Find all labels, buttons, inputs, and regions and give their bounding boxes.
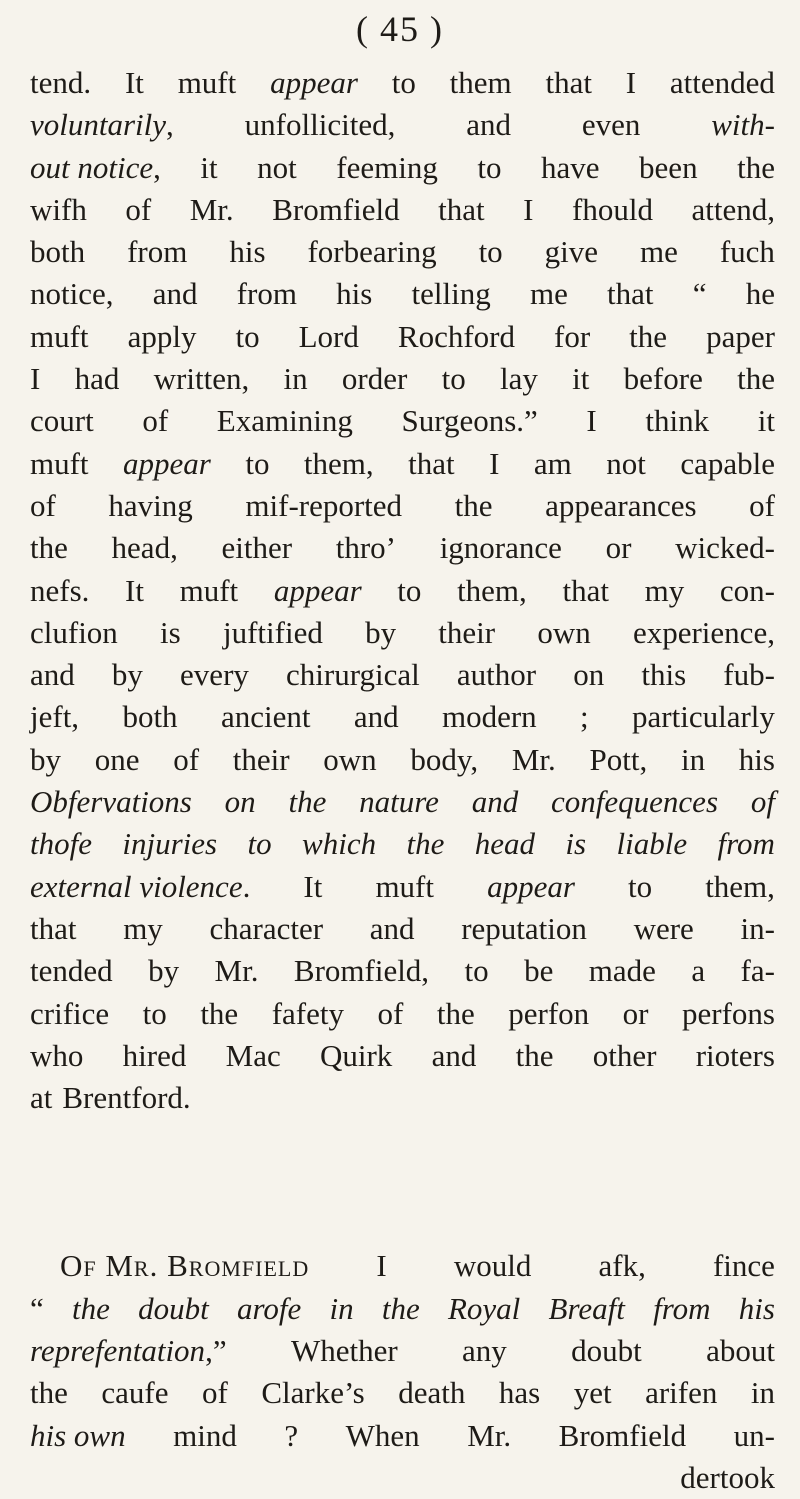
word: any (462, 1333, 507, 1369)
text-line (30, 1245, 775, 1287)
word: one (94, 741, 140, 777)
text-line (30, 993, 775, 1035)
word: a (691, 953, 706, 989)
word: It (124, 65, 144, 100)
word: to (245, 445, 270, 481)
word: and (353, 699, 399, 735)
word: appear (487, 868, 575, 904)
word: capable (680, 445, 775, 481)
word: both (122, 699, 178, 735)
word: them (449, 65, 512, 100)
word: at (30, 1080, 53, 1116)
page-number-open-paren: ( (356, 9, 370, 49)
word: either (221, 530, 293, 566)
word: juftified (222, 614, 323, 650)
word: were (633, 910, 694, 946)
word: them, (303, 445, 374, 481)
text-line (30, 231, 775, 273)
word: and (369, 910, 415, 946)
word: the (454, 487, 493, 523)
word: mind (173, 1417, 237, 1453)
word: his own (30, 1417, 126, 1453)
body-text (30, 62, 775, 1499)
text-line (30, 1372, 775, 1414)
word: I (586, 403, 597, 439)
text-line (30, 866, 775, 908)
word: he (745, 276, 775, 312)
word: nature (359, 784, 439, 820)
word: be (524, 953, 554, 989)
word: appear (273, 572, 362, 608)
word: of (750, 784, 775, 820)
text-line (30, 189, 775, 231)
word: arofe (236, 1290, 302, 1326)
word: and (471, 784, 519, 820)
word: of (377, 995, 404, 1031)
word: own (323, 741, 377, 777)
word: on (573, 657, 605, 693)
word: his (336, 276, 373, 312)
word: fub- (723, 657, 775, 693)
word: the (406, 826, 445, 862)
word: with- (711, 107, 775, 143)
word: in (283, 361, 308, 397)
word: Examining (216, 403, 353, 439)
word: yet (573, 1375, 612, 1411)
word: the (737, 361, 775, 397)
word: body, (410, 741, 479, 777)
word: modern (441, 699, 537, 735)
word: hired (122, 1037, 187, 1073)
word: voluntarily, (30, 107, 174, 143)
word: chirurgical (286, 657, 420, 693)
word: character (209, 910, 324, 946)
text-line (30, 485, 775, 527)
word: to (627, 868, 653, 904)
word: in (750, 1375, 775, 1411)
word: is (160, 614, 181, 650)
text-line (30, 104, 775, 146)
word: Lord (298, 318, 359, 354)
word: appear (270, 65, 358, 100)
text-line (30, 781, 775, 823)
word: Mr. (214, 953, 259, 989)
word: written, (153, 361, 250, 397)
word: external violence. (30, 868, 251, 904)
word: caufe (101, 1375, 169, 1411)
word: me (640, 234, 678, 270)
word: apply (127, 318, 197, 354)
word: every (180, 657, 249, 693)
word: the (436, 995, 475, 1031)
word: the (72, 1290, 110, 1326)
word: experience, (632, 614, 775, 650)
word: I (489, 445, 500, 481)
word: by (111, 657, 143, 693)
word: having (108, 487, 193, 523)
word: ; (580, 699, 589, 735)
word: and (431, 1037, 477, 1073)
word: by (30, 741, 61, 777)
word: that (607, 276, 654, 312)
word: on (224, 784, 256, 820)
word: court (30, 403, 94, 439)
word: Brentford. (62, 1080, 191, 1116)
word: con- (719, 572, 775, 608)
word: ignorance (439, 530, 562, 566)
word: un- (733, 1417, 775, 1453)
text-line (30, 400, 775, 442)
word: Bromfield (272, 191, 400, 227)
word: doubt (138, 1290, 209, 1326)
word: reprefentation,” (30, 1333, 227, 1369)
word: “ (692, 276, 707, 312)
word: Mr. (467, 1417, 512, 1453)
word: to (477, 149, 502, 185)
word: of (749, 487, 775, 523)
word: from (653, 1290, 711, 1326)
word: of (125, 191, 152, 227)
text-line (30, 358, 775, 400)
word: wicked- (675, 530, 775, 566)
word: that (30, 910, 77, 946)
word: other (592, 1037, 657, 1073)
word: injuries (122, 826, 218, 862)
word: I (376, 1248, 387, 1284)
word: appearances (545, 487, 697, 523)
word: doubt (571, 1333, 642, 1369)
word: and (30, 657, 75, 693)
word: in (329, 1290, 354, 1326)
word: Obfervations (30, 784, 192, 820)
word: author (456, 657, 537, 693)
word: who (30, 1037, 84, 1073)
word: perfon (508, 995, 590, 1031)
word: their (232, 741, 290, 777)
text-line (30, 570, 775, 612)
text-line (30, 1077, 775, 1119)
word: attended (669, 65, 775, 100)
word: muft (30, 318, 89, 354)
text-line (30, 527, 775, 569)
word: nefs. (30, 572, 90, 608)
word: am (533, 445, 572, 481)
word: head (474, 826, 536, 862)
word: dertook (680, 1459, 775, 1495)
word: me (529, 276, 568, 312)
word: is (565, 826, 587, 862)
word: from (127, 234, 188, 270)
word: that (562, 572, 609, 608)
word: Bromfield, (293, 953, 430, 989)
word: the (288, 784, 327, 820)
text-line (30, 147, 775, 189)
word: order (341, 361, 408, 397)
word: fafety (271, 995, 344, 1031)
paragraph-2 (30, 1245, 775, 1499)
word: the (30, 1375, 68, 1411)
word: Mac (225, 1037, 281, 1073)
word: my (644, 572, 685, 608)
word: of (142, 403, 169, 439)
word: unfollicited, (244, 107, 396, 143)
word: confequences (551, 784, 719, 820)
word: the (381, 1290, 420, 1326)
word: Breaft (548, 1290, 625, 1326)
page-number (0, 8, 800, 50)
word: It (125, 572, 144, 608)
word: which (302, 826, 377, 862)
word: feeming (336, 149, 438, 185)
word: in- (740, 910, 775, 946)
word: to (464, 953, 489, 989)
word: that (438, 191, 485, 227)
text-line (30, 739, 775, 781)
word: by (148, 953, 180, 989)
word: ? (284, 1417, 299, 1453)
word: Quirk (319, 1037, 393, 1073)
word: of (30, 487, 56, 523)
word: to (391, 65, 416, 100)
page-number-close-paren: ) (430, 9, 444, 49)
word: rioters (695, 1037, 775, 1073)
paragraph-1 (30, 62, 775, 1119)
word: not (606, 445, 646, 481)
word: Clarke’s (261, 1375, 365, 1411)
text-line (30, 62, 775, 104)
word: mif-reported (245, 487, 403, 523)
word: thofe (30, 826, 92, 862)
page-number-value: 45 (380, 9, 420, 49)
word: I (523, 191, 534, 227)
word: Surgeons.” (401, 403, 538, 439)
word: Mr. (189, 191, 234, 227)
word: my (123, 910, 163, 946)
word: to (478, 234, 503, 270)
word: that (408, 445, 455, 481)
word: muft (177, 65, 237, 100)
text-line (30, 1035, 775, 1077)
word: or (605, 530, 632, 566)
word: it (200, 149, 218, 185)
word: fhould (572, 191, 653, 227)
word: in (680, 741, 706, 777)
word: telling (411, 276, 491, 312)
word: lay (500, 361, 538, 397)
word: paper (706, 318, 775, 354)
word: this (641, 657, 687, 693)
word: own (537, 614, 591, 650)
word: Bromfield (558, 1417, 687, 1453)
word: thro’ (335, 530, 397, 566)
text-line (30, 1457, 775, 1499)
word: or (622, 995, 649, 1031)
word: it (757, 403, 775, 439)
word: about (706, 1333, 775, 1369)
word: Whether (290, 1333, 398, 1369)
word: that (545, 65, 592, 100)
word: Pott, (589, 741, 648, 777)
word: arifen (645, 1375, 718, 1411)
text-line (30, 612, 775, 654)
word: them, (457, 572, 527, 608)
word: to (441, 361, 466, 397)
word: for (554, 318, 591, 354)
word: to (235, 318, 260, 354)
word: fince (712, 1248, 775, 1284)
word: the (200, 995, 239, 1031)
word: Of Mr. Bromfield (60, 1248, 310, 1284)
word: would (453, 1248, 532, 1284)
word: wifh (30, 191, 87, 227)
word: has (498, 1375, 541, 1411)
text-line (30, 1415, 775, 1457)
text-line (30, 273, 775, 315)
word: Rochford (397, 318, 515, 354)
word: of (202, 1375, 228, 1411)
word: give (544, 234, 599, 270)
text-line (30, 1330, 775, 1372)
word: muft (179, 572, 239, 608)
word: I (625, 65, 637, 100)
word: out notice, (30, 149, 161, 185)
word: afk, (598, 1248, 646, 1284)
word: think (645, 403, 710, 439)
word: the (30, 530, 68, 566)
text-line (30, 443, 775, 485)
word: and (152, 276, 198, 312)
word: from (717, 826, 775, 862)
text-line (30, 908, 775, 950)
word: reputation (461, 910, 587, 946)
word: made (588, 953, 656, 989)
word: forbearing (307, 234, 437, 270)
text-line (30, 823, 775, 865)
word: of (173, 741, 200, 777)
word: ancient (220, 699, 311, 735)
word: their (438, 614, 496, 650)
word: from (236, 276, 297, 312)
word: before (623, 361, 703, 397)
word: liable (616, 826, 688, 862)
word: particularly (632, 699, 775, 735)
word: “ (30, 1290, 44, 1326)
word: crifice (30, 995, 110, 1031)
text-line (30, 316, 775, 358)
word: muft (30, 445, 89, 481)
word: Royal (447, 1290, 521, 1326)
word: clufion (30, 614, 118, 650)
word: to (142, 995, 167, 1031)
word: his (738, 741, 775, 777)
word: fa- (740, 953, 775, 989)
word: both (30, 234, 86, 270)
word: attend, (691, 191, 775, 227)
word: been (639, 149, 698, 185)
word: tended (30, 953, 113, 989)
text-line (30, 696, 775, 738)
word: even (581, 107, 641, 143)
text-line (30, 654, 775, 696)
word: head, (111, 530, 178, 566)
word: and (466, 107, 511, 143)
word: his (738, 1290, 775, 1326)
word: not (257, 149, 297, 185)
word: the (737, 149, 775, 185)
word: them, (705, 868, 775, 904)
word: his (229, 234, 266, 270)
word: I (30, 361, 41, 397)
word: by (365, 614, 397, 650)
word: tend. (30, 65, 92, 100)
word: have (541, 149, 600, 185)
word: notice, (30, 276, 114, 312)
word: When (345, 1417, 420, 1453)
word: perfons (682, 995, 775, 1031)
word: death (398, 1375, 466, 1411)
word: the (515, 1037, 554, 1073)
text-line (30, 1288, 775, 1330)
text-line (30, 950, 775, 992)
word: to (397, 572, 422, 608)
word: it (572, 361, 590, 397)
paragraph-gap (30, 1119, 775, 1245)
word: Mr. (511, 741, 556, 777)
word: appear (123, 445, 211, 481)
word: It (303, 868, 323, 904)
word: fuch (719, 234, 775, 270)
word: jeft, (30, 699, 80, 735)
word: muft (375, 868, 434, 904)
word: the (629, 318, 668, 354)
word: to (247, 826, 272, 862)
word: had (74, 361, 120, 397)
